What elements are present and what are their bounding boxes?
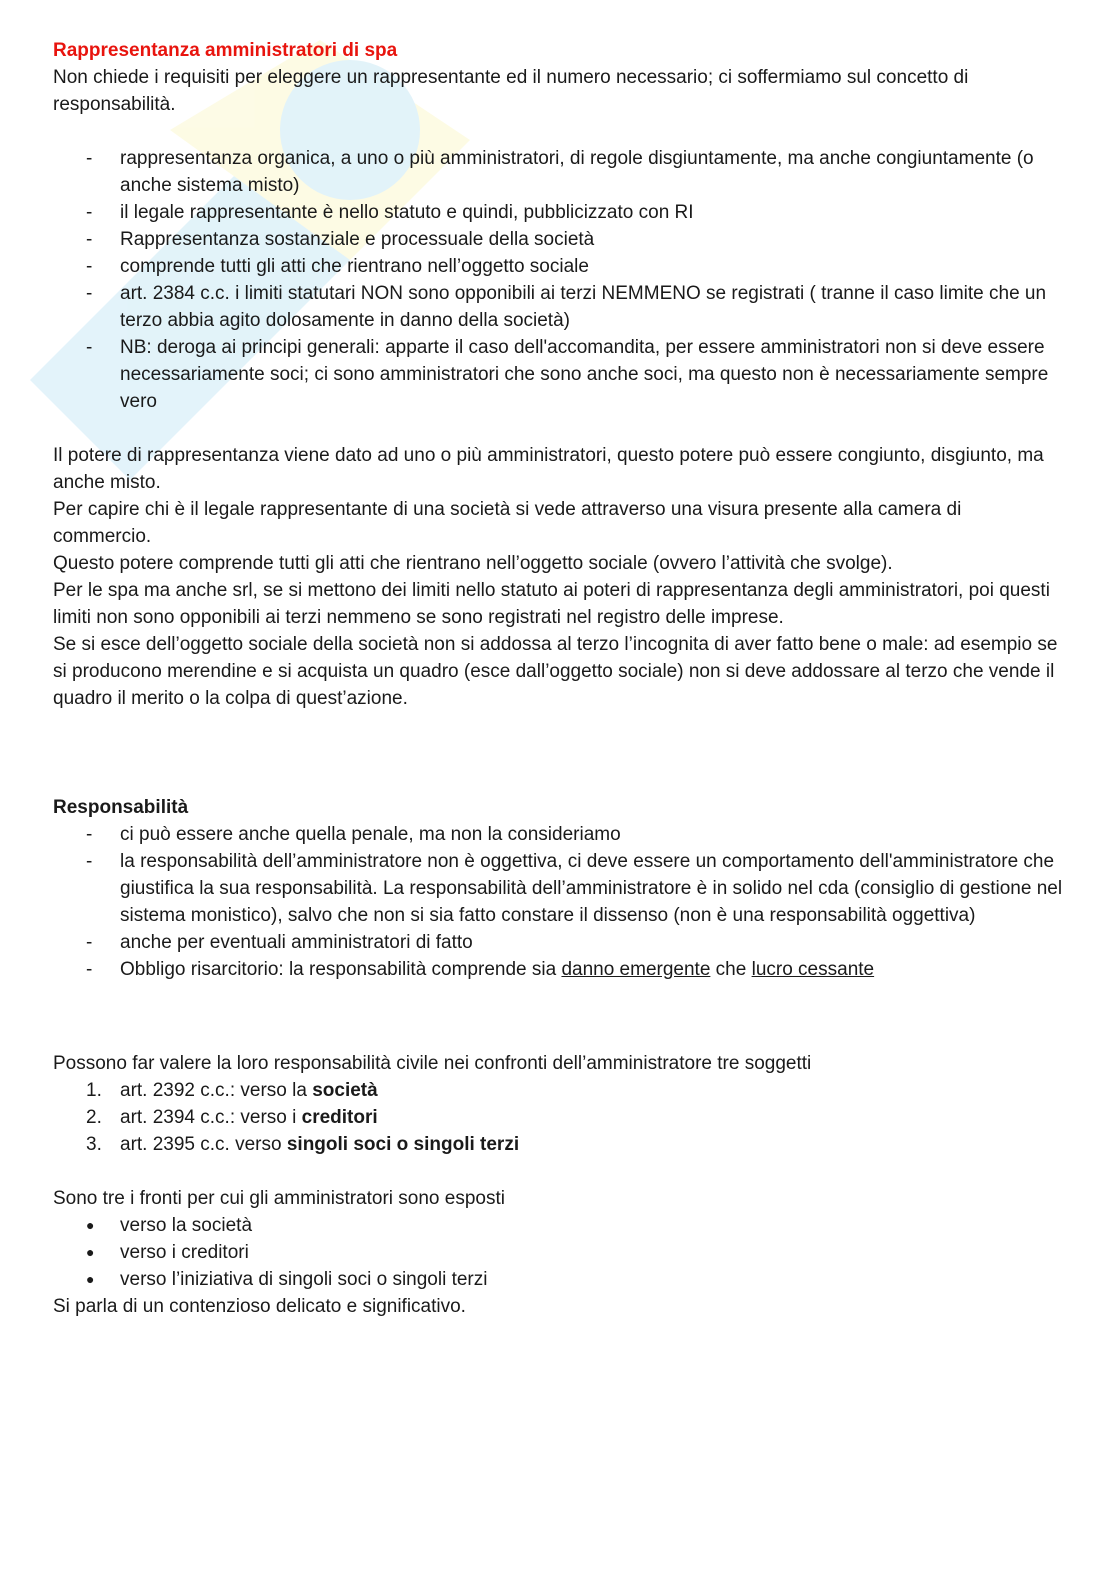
list-item: - art. 2384 c.c. i limiti statutari NON sono opponibili ai terzi NEMMENO se registrati ( tranne il caso limite che un terzo abbia agito dolosamente in danno della società) xyxy=(53,280,1063,334)
obbligo-prefix: Obbligo risarcitorio: la responsabilità comprende sia xyxy=(120,959,562,980)
section-title-rappresentanza: Rappresentanza amministratori di spa xyxy=(53,40,398,61)
item-bold: società xyxy=(312,1080,378,1101)
item-number: 2. xyxy=(86,1107,102,1128)
soggetti-list xyxy=(53,1077,1063,1158)
rappresentanza-list xyxy=(53,145,1063,415)
list-item: - comprende tutti gli atti che rientrano nell’oggetto sociale xyxy=(53,253,1063,280)
item-number: 3. xyxy=(86,1134,102,1155)
term-lucro-cessante: lucro cessante xyxy=(751,959,875,980)
list-item: - NB: deroga ai principi generali: apparte il caso dell'accomandita, per essere amministratori non si deve essere necessariamente soci; ci sono amministratori che sono anche soci, ma questo non è necessariamente sempre vero xyxy=(53,334,1063,415)
list-item: - anche per eventuali amministratori di fatto xyxy=(53,929,1063,956)
term-danno-emergente: danno emergente xyxy=(561,959,711,980)
list-item: ● verso la società xyxy=(53,1212,1063,1239)
list-item: - il legale rappresentante è nello statuto e quindi, pubblicizzato con RI xyxy=(53,199,1063,226)
list-item: ● verso l’iniziativa di singoli soci o singoli terzi xyxy=(53,1266,1063,1293)
list-item: - la responsabilità dell’amministratore non è oggettiva, ci deve essere un comportamento dell'amministratore che giustifica la sua responsabilità. La responsabilità dell’amministratore è in solido nel cda (consiglio di gestione nel sistema monistico), salvo che non si sia fatto constare il dissenso (non è una responsabilità oggettiva) xyxy=(53,848,1063,929)
obbligo-middle: che xyxy=(710,959,752,980)
body-paragraph: Il potere di rappresentanza viene dato ad uno o più amministratori, questo potere può essere congiunto, disgiunto, ma anche misto. xyxy=(53,445,1044,493)
item-bold: creditori xyxy=(301,1107,378,1128)
body-paragraph: Per capire chi è il legale rappresentante di una società si vede attraverso una visura presente alla camera di commercio. xyxy=(53,499,962,547)
item-bold: singoli soci o singoli terzi xyxy=(286,1134,520,1155)
list-item: - rappresentanza organica, a uno o più amministratori, di regole disgiuntamente, ma anche congiuntamente (o anche sistema misto) xyxy=(53,145,1063,199)
item-number: 1. xyxy=(86,1080,102,1101)
body-paragraph: Se si esce dell’oggetto sociale della società non si addossa al terzo l’incognita di aver fatto bene o male: ad esempio se si producono merendine e si acquista un quadro (esce dall’oggetto sociale) non si deve addossare al terzo che vende il quadro il merito o la colpa di quest’azione. xyxy=(53,634,1058,709)
list-item-obbligo xyxy=(53,956,1063,983)
document-page xyxy=(53,37,1063,1320)
item-text: art. 2395 c.c. verso xyxy=(120,1134,287,1155)
list-item: - Rappresentanza sostanziale e processuale della società xyxy=(53,226,1063,253)
list-item xyxy=(53,1104,1063,1131)
body-paragraph: Per le spa ma anche srl, se si mettono dei limiti nello statuto ai poteri di rappresentanza degli amministratori, poi questi limiti non sono opponibili ai terzi nemmeno se sono registrati nel registro delle imprese. xyxy=(53,580,1050,628)
item-text: art. 2392 c.c.: verso la xyxy=(120,1080,313,1101)
intro-paragraph: Non chiede i requisiti per eleggere un rappresentante ed il numero necessario; ci soffermiamo sul concetto di responsabilità. xyxy=(53,67,969,115)
list-item: ● verso i creditori xyxy=(53,1239,1063,1266)
section-title-responsabilita: Responsabilità xyxy=(53,797,189,818)
fronti-intro: Sono tre i fronti per cui gli amministratori sono esposti xyxy=(53,1188,505,1209)
list-item xyxy=(53,1077,1063,1104)
item-text: art. 2394 c.c.: verso i xyxy=(120,1107,302,1128)
fronti-list xyxy=(53,1212,1063,1293)
list-item: - ci può essere anche quella penale, ma non la consideriamo xyxy=(53,821,1063,848)
list-item xyxy=(53,1131,1063,1158)
body-paragraph: Questo potere comprende tutti gli atti che rientrano nell’oggetto sociale (ovvero l’attività che svolge). xyxy=(53,553,893,574)
responsabilita-list xyxy=(53,821,1063,983)
soggetti-intro: Possono far valere la loro responsabilità civile nei confronti dell’amministratore tre soggetti xyxy=(53,1053,812,1074)
closing-paragraph: Si parla di un contenzioso delicato e significativo. xyxy=(53,1296,466,1317)
